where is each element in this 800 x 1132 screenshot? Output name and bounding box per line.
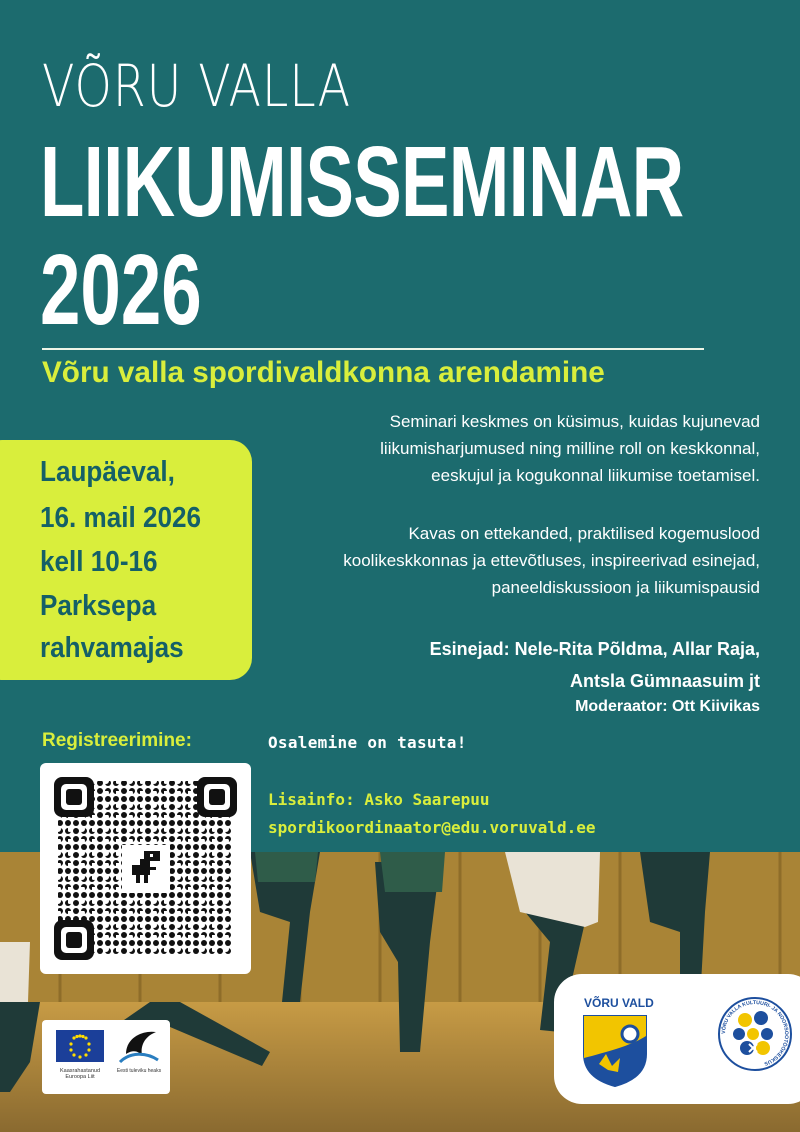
desc-line: Kavas on ettekanded, praktilised kogemuslood [408,524,760,543]
desc-line: paneeldiskussioon ja liikumispausid [491,578,760,597]
contact-email[interactable]: spordikoordinaator@edu.voruvald.ee [268,818,596,837]
event-date-box [0,440,252,680]
desc-line: Seminari keskmes on küsimus, kuidas kujunevad [389,412,760,431]
description-1 [290,408,760,489]
event-time: kell 10-16 [40,546,158,578]
event-venue-2: rahvamajas [40,632,184,664]
page-title: LIIKUMISSEMINAR [40,126,684,238]
speakers [430,633,760,697]
voru-vald-title: VÕRU VALD [584,996,654,1010]
registration-qr-code[interactable] [40,763,251,974]
speakers-line-2: Antsla Gümnaasuim jt [569,671,760,691]
free-entry-note: Osalemine on tasuta! [268,733,467,752]
registration-label: Registreerimine: [42,730,192,751]
event-date: 16. mail 2026 [40,502,202,534]
eu-flag-icon [42,1020,170,1094]
event-venue: Parksepa [40,590,157,622]
funding-logos [42,1020,170,1094]
contact-person: Lisainfo: Asko Saarepuu [268,790,490,809]
moderator: Moderaator: Ott Kiivikas [575,698,760,715]
centre-emblem-ring [717,996,793,1072]
qr-code-graphic [40,763,251,974]
title-year: 2026 [40,234,202,346]
desc-line: liikumisharjumused ning milline roll on keskkonnal, [380,439,760,458]
eu-caption: Kaasrahastanud Euroopa Liit [59,1068,101,1080]
desc-line: koolikeskkonnas ja ettevõtluses, inspireerivad esinejad, [343,551,760,570]
description-2 [290,520,760,601]
svg-text:VÕRU VALLA KULTUURI- JA NOORSO [720,1000,789,1067]
partner-logos [554,974,800,1104]
speakers-line-1: Esinejad: Nele-Rita Põldma, Allar Raja, [429,639,760,659]
desc-line: eeskujul ja kogukonnal liikumise toetamisel. [431,466,760,485]
subtitle: Võru valla spordivaldkonna arendamine [42,356,605,389]
ee-caption: Eesti tuleviku heaks [116,1068,162,1074]
event-day: Laupäeval, [40,456,175,488]
centre-emblem-text: VÕRU VALLA KULTUURI- JA NOORSOOTÖÖKESKUS [720,999,790,1067]
divider [42,348,704,350]
pretitle: VÕRU VALLA [42,52,351,120]
